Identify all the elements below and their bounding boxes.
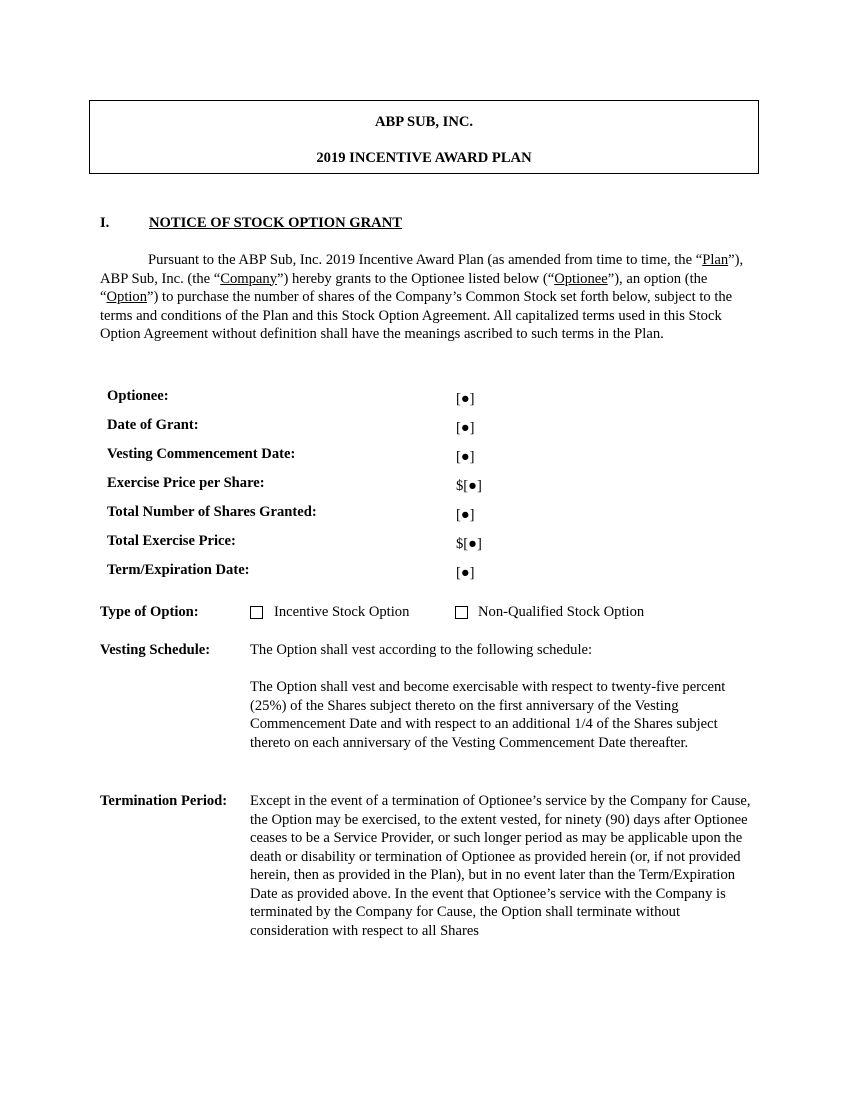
incentive-stock-option-checkbox[interactable] bbox=[250, 606, 263, 619]
defined-term-optionee: Optionee bbox=[554, 270, 608, 287]
defined-term-company: Company bbox=[220, 270, 278, 287]
grant-label: Total Number of Shares Granted: bbox=[107, 504, 317, 520]
grant-label: Date of Grant: bbox=[107, 417, 199, 433]
section-number: I. bbox=[100, 215, 110, 231]
grant-row bbox=[107, 472, 607, 501]
grant-label: Total Exercise Price: bbox=[107, 533, 236, 549]
grant-value: $[●] bbox=[456, 478, 482, 494]
vesting-schedule-label: Vesting Schedule: bbox=[100, 642, 211, 658]
plan-title: 2019 INCENTIVE AWARD PLAN bbox=[316, 150, 532, 166]
section-title: NOTICE OF STOCK OPTION GRANT bbox=[149, 215, 402, 231]
intro-text-1: Pursuant to the ABP Sub, Inc. 2019 Incentive Award Plan (as amended from time to time, the “ bbox=[148, 252, 703, 268]
vesting-schedule-body: The Option shall vest and become exercisable with respect to twenty-five percent (25%) of the Shares subject thereto on the first anniversary of the Vesting Commencement Date and with respect to an additional 1/4 of the Shares subject thereto on each anniversary of the Vesting Commencement Date thereafter. bbox=[250, 679, 726, 751]
grant-details-table bbox=[107, 385, 607, 588]
title-box bbox=[89, 100, 759, 174]
intro-paragraph bbox=[100, 251, 750, 344]
option-type-label: Type of Option: bbox=[100, 604, 199, 620]
defined-term-option: Option bbox=[106, 289, 148, 305]
grant-label: Term/Expiration Date: bbox=[107, 562, 250, 578]
grant-row bbox=[107, 443, 607, 472]
grant-value: [●] bbox=[456, 391, 475, 407]
grant-value: $[●] bbox=[456, 536, 482, 552]
intro-text-2: ”), ABP Sub, Inc. (the “ bbox=[100, 252, 744, 287]
intro-text-4: ”), an option (the “ bbox=[100, 270, 708, 305]
defined-term-plan: Plan bbox=[702, 252, 729, 268]
grant-value: [●] bbox=[456, 565, 475, 581]
grant-label: Optionee: bbox=[107, 388, 169, 404]
grant-row bbox=[107, 414, 607, 443]
non-qualified-stock-option-checkbox[interactable] bbox=[455, 606, 468, 619]
non-qualified-stock-option-label: Non-Qualified Stock Option bbox=[478, 604, 645, 620]
incentive-stock-option-label: Incentive Stock Option bbox=[274, 604, 410, 620]
termination-period-body: Except in the event of a termination of Optionee’s service by the Company for Cause, the Option may be exercised, to the extent vested, for ninety (90) days after Optionee ceases to be a Service Provider, or such longer period as may be applicable upon the death or disability or termination of Optionee as provided herein (or, if not provided herein, then as provided in the Plan), but in no event later than the Term/Expiration Date as provided above. In the event that Optionee’s service with the Company is terminated by the Company for Cause, the Option shall terminate without consideration with respect to all Shares bbox=[250, 793, 751, 939]
grant-row bbox=[107, 559, 607, 588]
grant-label: Vesting Commencement Date: bbox=[107, 446, 296, 462]
grant-value: [●] bbox=[456, 507, 475, 523]
grant-row bbox=[107, 501, 607, 530]
intro-text-3: ”) hereby grants to the Optionee listed below (“ bbox=[277, 270, 555, 287]
grant-row bbox=[107, 530, 607, 559]
company-title: ABP SUB, INC. bbox=[374, 114, 474, 130]
grant-label: Exercise Price per Share: bbox=[107, 475, 265, 491]
grant-value: [●] bbox=[456, 420, 475, 436]
section-heading bbox=[100, 214, 402, 233]
intro-text-5: ”) to purchase the number of shares of the Company’s Common Stock set forth below, subject to the terms and conditions of the Plan and this Stock Option Agreement. All capitalized terms used in this Stock Option Agreement without definition shall have the meanings ascribed to such terms in the Plan. bbox=[100, 289, 733, 342]
vesting-schedule-intro: The Option shall vest according to the following schedule: bbox=[250, 642, 593, 658]
termination-period-label: Termination Period: bbox=[100, 793, 228, 809]
grant-row bbox=[107, 385, 607, 414]
grant-value: [●] bbox=[456, 449, 475, 465]
